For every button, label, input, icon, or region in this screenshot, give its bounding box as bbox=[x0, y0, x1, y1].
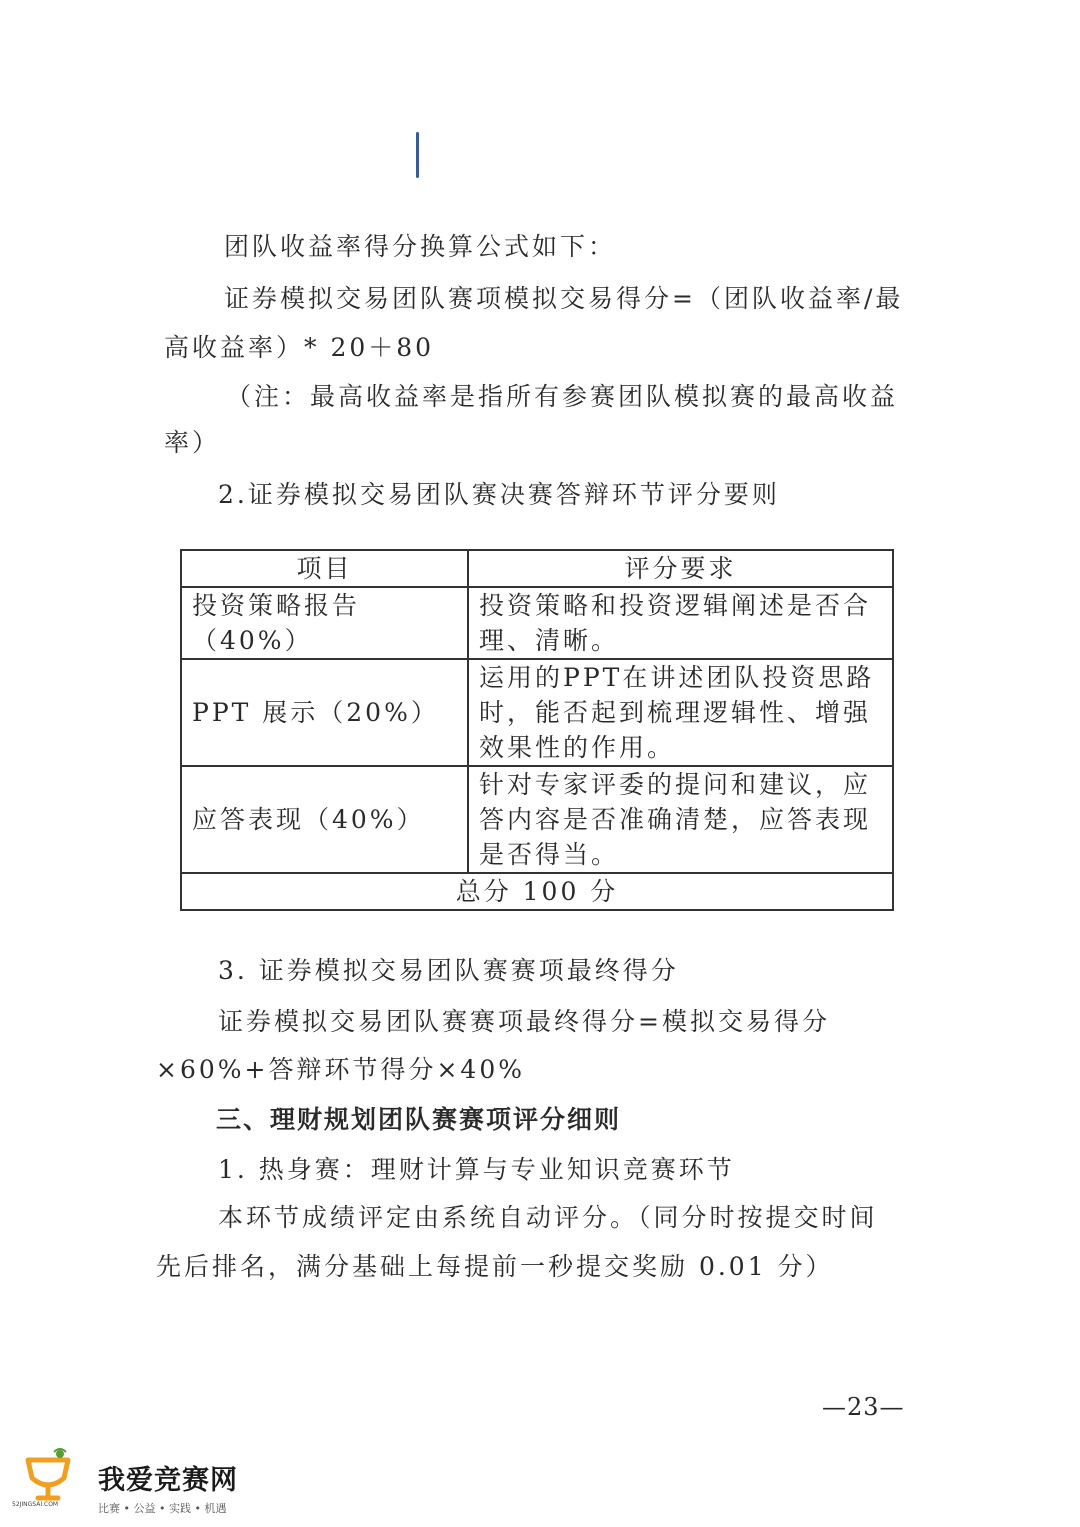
trophy-icon bbox=[14, 1448, 94, 1504]
warmup-line-1: 本环节成绩评定由系统自动评分。（同分时按提交时间 bbox=[218, 1203, 878, 1232]
final-score-line-2: ×60%+答辩环节得分×40% bbox=[156, 1055, 525, 1084]
table-cell-item: PPT 展示（20%） bbox=[181, 659, 468, 766]
page-number: —23— bbox=[822, 1393, 905, 1421]
table-cell-item: 投资策略报告（40%） bbox=[181, 587, 468, 659]
note-line-1: （注：最高收益率是指所有参赛团队模拟赛的最高收益 bbox=[226, 382, 899, 411]
scoring-table bbox=[180, 549, 894, 911]
note-line-2: 率） bbox=[164, 428, 221, 457]
table-header-requirement: 评分要求 bbox=[468, 550, 893, 587]
table-header-item: 项目 bbox=[181, 550, 468, 587]
formula-intro: 团队收益率得分换算公式如下： bbox=[224, 232, 617, 261]
formula-line-2: 高收益率）* 20＋80 bbox=[164, 333, 435, 362]
margin-mark bbox=[416, 132, 419, 178]
heading-warmup: 1. 热身赛：理财计算与专业知识竞赛环节 bbox=[218, 1155, 735, 1184]
table-cell-requirement: 投资策略和投资逻辑阐述是否合理、清晰。 bbox=[468, 587, 893, 659]
final-score-line-1: 证券模拟交易团队赛赛项最终得分=模拟交易得分 bbox=[218, 1007, 830, 1036]
warmup-line-2: 先后排名，满分基础上每提前一秒提交奖励 0.01 分） bbox=[156, 1252, 834, 1281]
table-cell-item: 应答表现（40%） bbox=[181, 766, 468, 873]
table-row bbox=[181, 766, 893, 873]
table-total: 总分 100 分 bbox=[181, 873, 893, 910]
section-heading-financial-planning: 三、理财规划团队赛赛项评分细则 bbox=[216, 1105, 622, 1134]
heading-defense-scoring: 2.证券模拟交易团队赛决赛答辩环节评分要则 bbox=[218, 480, 780, 509]
watermark-url: 52JINGSAI.COM bbox=[12, 1501, 59, 1508]
table-row bbox=[181, 659, 893, 766]
formula-line-1: 证券模拟交易团队赛项模拟交易得分=（团队收益率/最 bbox=[224, 284, 904, 313]
table-row bbox=[181, 587, 893, 659]
watermark-site-name: 我爱竞赛网 bbox=[98, 1465, 238, 1496]
heading-final-score: 3. 证券模拟交易团队赛赛项最终得分 bbox=[218, 956, 679, 985]
table-cell-requirement: 针对专家评委的提问和建议，应答内容是否准确清楚，应答表现是否得当。 bbox=[468, 766, 893, 873]
watermark-tagline: 比赛 • 公益 • 实践 • 机遇 bbox=[98, 1502, 227, 1515]
table-cell-requirement: 运用的PPT在讲述团队投资思路时，能否起到梳理逻辑性、增强效果性的作用。 bbox=[468, 659, 893, 766]
watermark-logo bbox=[12, 1448, 312, 1520]
